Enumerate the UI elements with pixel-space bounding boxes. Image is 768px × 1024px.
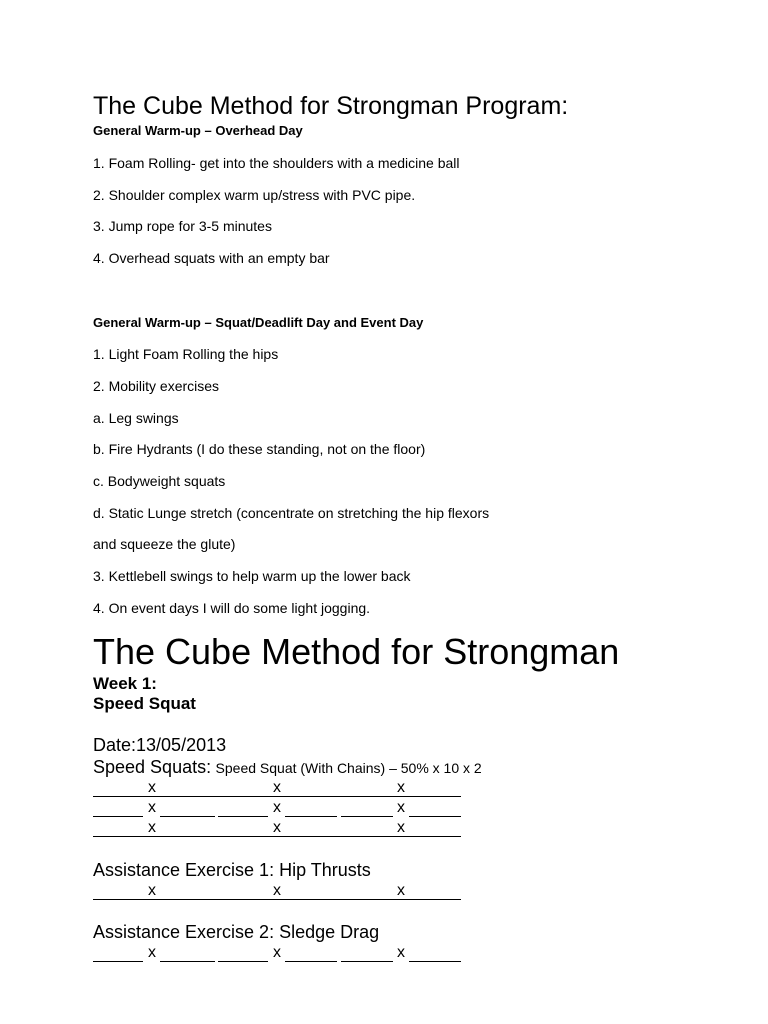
log-row bbox=[93, 944, 461, 962]
list-item: b. Fire Hydrants (I do these standing, not on the floor) bbox=[93, 441, 426, 457]
log-mark: x bbox=[397, 799, 405, 816]
log-row bbox=[93, 882, 461, 900]
log-row bbox=[93, 819, 461, 837]
list-item: 3. Jump rope for 3-5 minutes bbox=[93, 218, 272, 234]
log-row bbox=[93, 799, 461, 817]
list-item: 3. Kettlebell swings to help warm up the lower back bbox=[93, 568, 411, 584]
list-item: 4. Overhead squats with an empty bar bbox=[93, 250, 330, 266]
speed-squats-detail: Speed Squat (With Chains) – 50% x 10 x 2 bbox=[215, 760, 482, 776]
log-mark: x bbox=[397, 944, 405, 961]
list-item: c. Bodyweight squats bbox=[93, 473, 226, 489]
list-item: a. Leg swings bbox=[93, 410, 179, 426]
page-title: The Cube Method for Strongman Program: bbox=[93, 92, 569, 120]
day-label: Speed Squat bbox=[93, 694, 196, 713]
log-mark: x bbox=[273, 819, 281, 836]
log-mark: x bbox=[397, 819, 405, 836]
list-item: and squeeze the glute) bbox=[93, 536, 236, 552]
log-mark: x bbox=[148, 819, 156, 836]
list-item: 2. Mobility exercises bbox=[93, 378, 220, 394]
log-mark: x bbox=[273, 779, 281, 796]
list-item: 2. Shoulder complex warm up/stress with PVC pipe. bbox=[93, 187, 416, 203]
log-row bbox=[93, 779, 461, 797]
log-mark: x bbox=[148, 799, 156, 816]
log-mark: x bbox=[148, 944, 156, 961]
list-item: 1. Light Foam Rolling the hips bbox=[93, 346, 279, 362]
week-label: Week 1: bbox=[93, 674, 157, 693]
log-mark: x bbox=[148, 882, 156, 899]
log-mark: x bbox=[148, 779, 156, 796]
log-mark: x bbox=[397, 882, 405, 899]
speed-squats-line bbox=[93, 757, 482, 778]
log-mark: x bbox=[273, 799, 281, 816]
list-item: 1. Foam Rolling- get into the shoulders with a medicine ball bbox=[93, 155, 460, 171]
date-label: Date:13/05/2013 bbox=[93, 735, 227, 755]
log-mark: x bbox=[273, 944, 281, 961]
log-mark: x bbox=[273, 882, 281, 899]
assistance-exercise-1: Assistance Exercise 1: Hip Thrusts bbox=[93, 860, 371, 880]
overhead-warmup-heading: General Warm-up – Overhead Day bbox=[93, 123, 303, 138]
assistance-exercise-2: Assistance Exercise 2: Sledge Drag bbox=[93, 922, 380, 942]
list-item: d. Static Lunge stretch (concentrate on stretching the hip flexors bbox=[93, 505, 490, 521]
speed-squats-label: Speed Squats: bbox=[93, 757, 212, 777]
squat-warmup-heading: General Warm-up – Squat/Deadlift Day and Event Day bbox=[93, 315, 424, 330]
list-item: 4. On event days I will do some light jogging. bbox=[93, 600, 371, 616]
section-title: The Cube Method for Strongman bbox=[93, 631, 620, 672]
log-mark: x bbox=[397, 779, 405, 796]
